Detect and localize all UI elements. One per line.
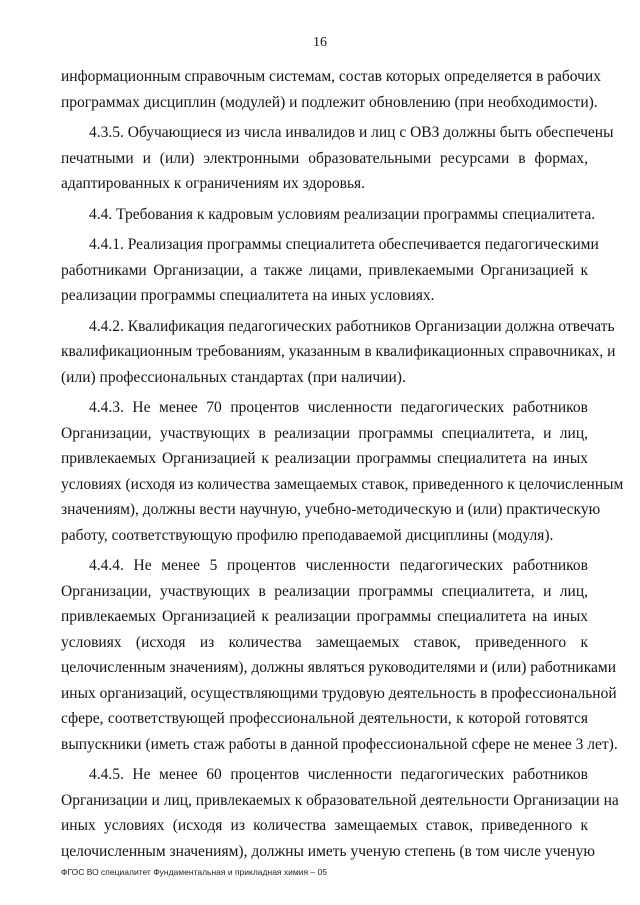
paragraph-line: Организации, участвующих в реализации программы специалитета, и лиц, — [61, 424, 588, 442]
paragraph-line: значениям), должны вести научную, учебно-методическую и (или) практическую — [61, 501, 601, 518]
paragraph — [61, 202, 596, 228]
paragraph-line: программах дисциплин (модулей) и подлежит обновлению (при необходимости). — [61, 93, 598, 111]
paragraph-line: печатными и (или) электронными образовательными ресурсами в формах, — [61, 149, 588, 167]
paragraph-line: реализации программы специалитета на иных условиях. — [61, 287, 435, 304]
paragraph-line: иных организаций, осуществляющими трудовую деятельность в профессиональной — [61, 684, 617, 702]
document-body — [61, 64, 624, 864]
paragraph-line: 4.4.5. Не менее 60 процентов численности педагогических работников — [89, 766, 588, 783]
paragraph-line: информационным справочным системам, состав которых определяется в рабочих — [61, 68, 601, 85]
paragraph-line: иных условиях (исходя из количества замещаемых ставок, приведенного к — [61, 817, 588, 834]
paragraph-line: 4.4. Требования к кадровым условиям реализации программы специалитета. — [89, 205, 596, 223]
paragraph-line: привлекаемых Организацией к реализации программы специалитета на иных — [61, 450, 588, 467]
paragraph — [61, 120, 614, 197]
paragraph-line: целочисленным значениям), должны иметь ученую степень (в том числе ученую — [61, 842, 595, 860]
paragraph-line: целочисленным значениям), должны являться руководителями и (или) работниками — [61, 659, 616, 676]
paragraph-line: сфере, соответствующей профессиональной деятельности, к которой готовятся — [61, 710, 588, 727]
paragraph-line: выпускники (иметь стаж работы в данной профессиональной сфере не менее 3 лет). — [61, 735, 618, 753]
page-footer: ФГОС ВО специалитет Фундаментальная и прикладная химия – 05 — [61, 867, 327, 877]
page-number: 16 — [313, 35, 327, 50]
paragraph-line: условиях (исходя из количества замещаемых ставок, приведенного к целочисленным — [61, 475, 624, 493]
paragraph-line: адаптированных к ограничениям их здоровья. — [61, 175, 366, 192]
paragraph — [61, 314, 616, 391]
paragraph — [61, 64, 601, 115]
paragraph-line: 4.3.5. Обучающиеся из числа инвалидов и лиц с ОВЗ должны быть обеспечены — [89, 124, 614, 141]
paragraph-line: Организации, участвующих в реализации программы специалитета, и лиц, — [61, 582, 588, 600]
paragraph-line: 4.4.2. Квалификация педагогических работников Организации должна отвечать — [89, 317, 615, 335]
paragraph-line: Организации и лиц, привлекаемых к образовательной деятельности Организации на — [61, 791, 619, 809]
paragraph-line: 4.4.4. Не менее 5 процентов численности педагогических работников — [89, 557, 588, 574]
paragraph — [61, 232, 599, 309]
paragraph-line: работниками Организации, а также лицами, привлекаемыми Организацией к — [61, 261, 588, 279]
paragraph — [61, 395, 624, 548]
paragraph-line: работу, соответствующую профилю преподаваемой дисциплины (модуля). — [61, 526, 554, 544]
paragraph-line: привлекаемых Организацией к реализации программы специалитета на иных — [61, 608, 588, 625]
paragraph-line: 4.4.1. Реализация программы специалитета обеспечивается педагогическими — [89, 236, 599, 253]
paragraph-line: условиях (исходя из количества замещаемых ставок, приведенного к — [61, 633, 588, 651]
paragraph — [61, 762, 619, 864]
paragraph-line: квалификационным требованиям, указанным в квалификационных справочниках, и — [61, 343, 616, 360]
paragraph-line: 4.4.3. Не менее 70 процентов численности педагогических работников — [89, 399, 588, 416]
paragraph-line: (или) профессиональных стандартах (при наличии). — [61, 368, 406, 386]
paragraph — [61, 553, 618, 757]
